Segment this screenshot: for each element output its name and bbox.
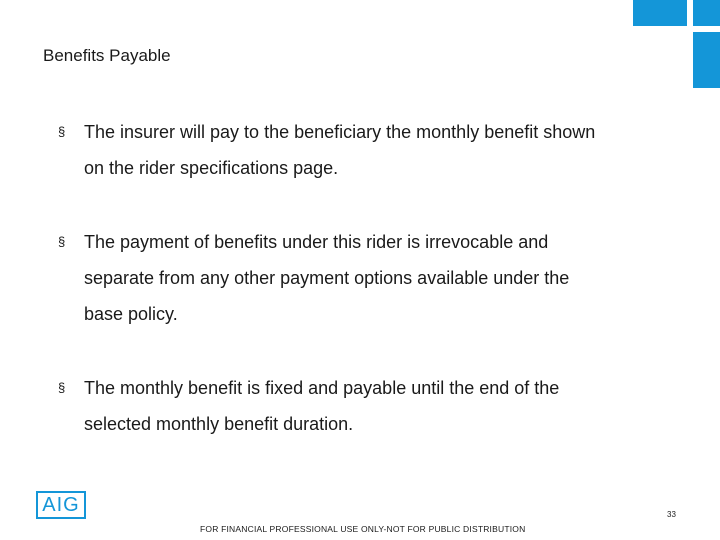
bullet-line: The monthly benefit is fixed and payable until the end of the: [84, 378, 560, 398]
page-number: 33: [667, 510, 676, 519]
bullet-item: [58, 114, 678, 186]
bullet-list: [58, 114, 678, 442]
bullet-line: base policy.: [84, 304, 178, 324]
aig-logo: AIG: [36, 491, 86, 519]
bullet-line: selected monthly benefit duration.: [84, 414, 354, 434]
bullet-line: separate from any other payment options available under the: [84, 268, 570, 288]
footer-disclaimer: FOR FINANCIAL PROFESSIONAL USE ONLY-NOT FOR PUBLIC DISTRIBUTION: [200, 524, 526, 534]
bullet-marker-icon: §: [58, 124, 66, 139]
bullet-item: [58, 370, 678, 442]
accent-block-corner: [693, 0, 720, 26]
accent-block-side: [693, 32, 720, 88]
slide-title: Benefits Payable: [43, 46, 171, 65]
accent-block-top: [633, 0, 687, 26]
bullet-marker-icon: §: [58, 234, 66, 249]
bullet-item: [58, 224, 678, 332]
bullet-marker-icon: §: [58, 380, 66, 395]
bullet-line: on the rider specifications page.: [84, 158, 339, 178]
bullet-line: The payment of benefits under this rider is irrevocable and: [84, 232, 549, 252]
bullet-line: The insurer will pay to the beneficiary the monthly benefit shown: [84, 122, 596, 142]
